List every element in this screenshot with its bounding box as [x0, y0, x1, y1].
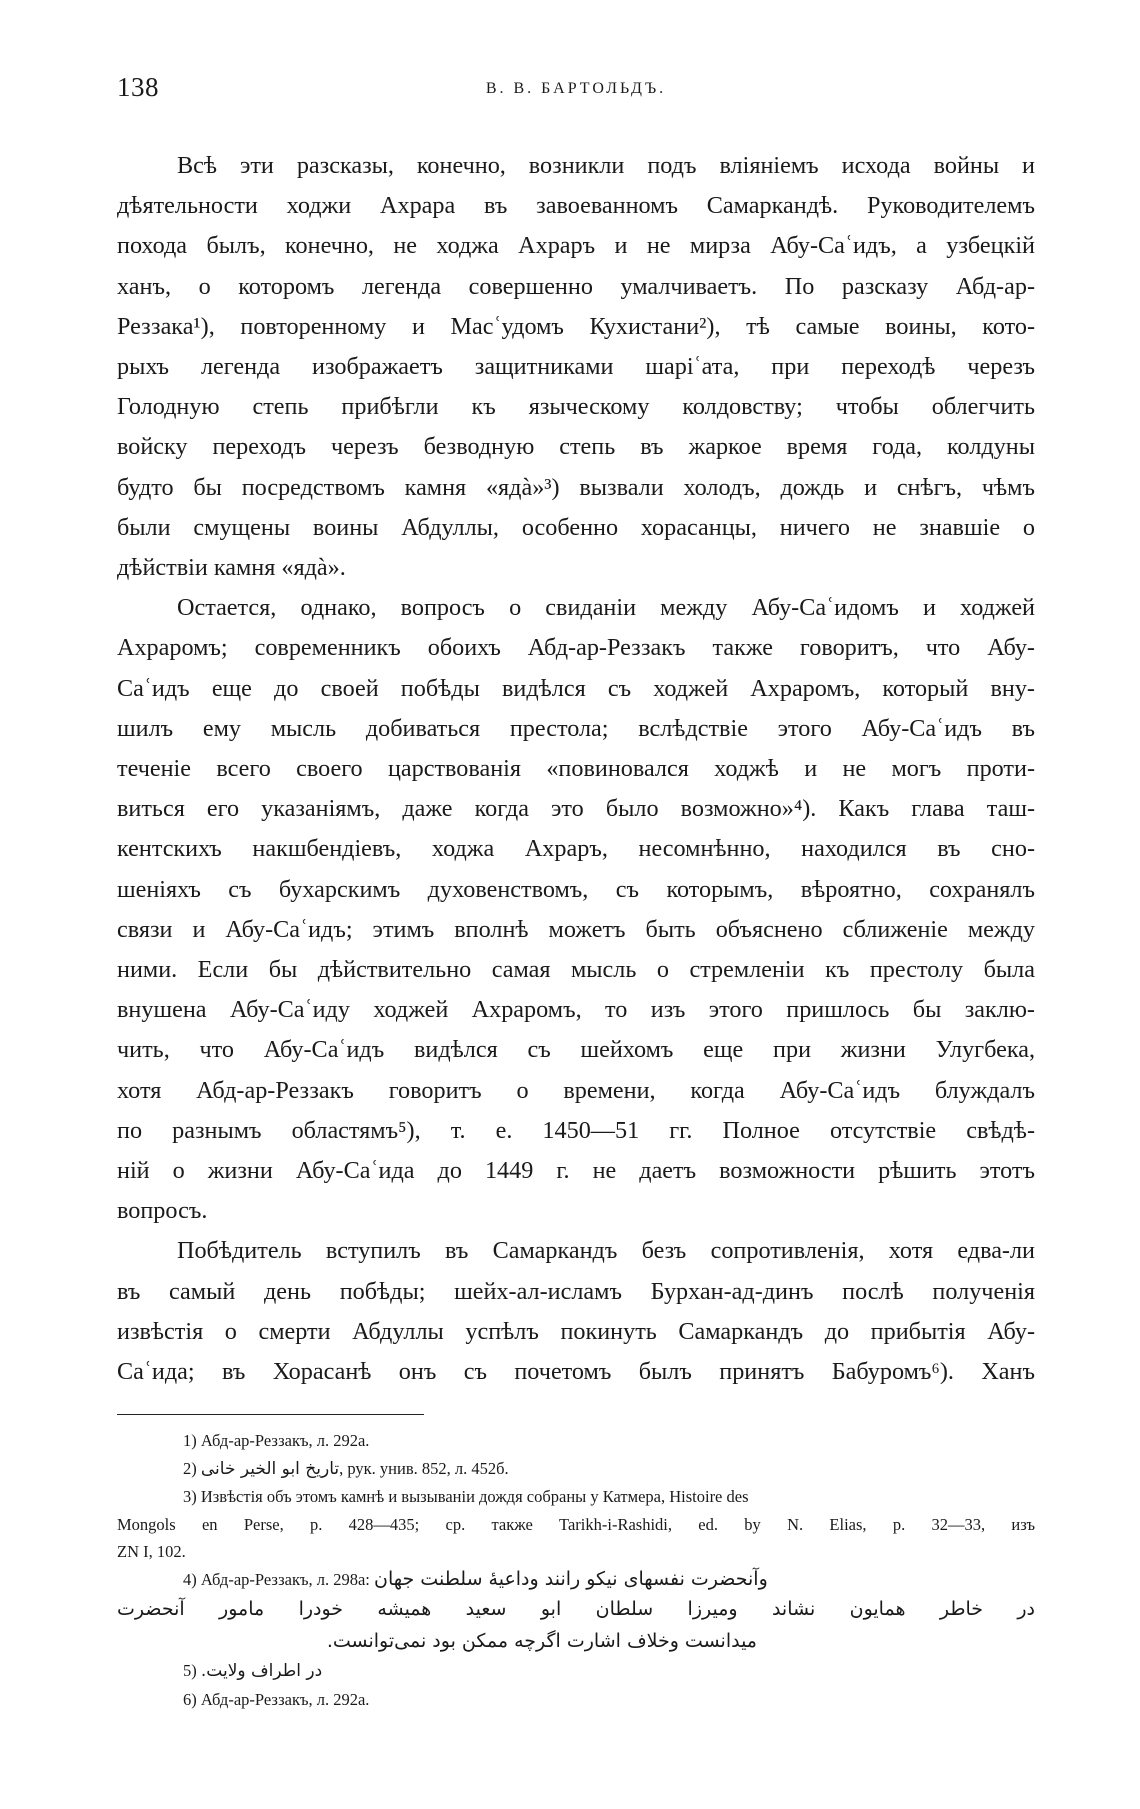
text-line: войску переходъ черезъ безводную степь въ жаркое время года, колдуны: [117, 433, 1035, 461]
text-line: извѣстія о смерти Абдуллы успѣлъ покинуть Самаркандъ до прибытія Абу-: [117, 1317, 1035, 1345]
text-line: кентскихъ накшбендіевъ, ходжа Ахраръ, несомнѣнно, находился въ сно-: [117, 835, 1035, 863]
text-line: шеніяхъ съ бухарскимъ духовенствомъ, съ которымъ, вѣроятно, сохранялъ: [117, 875, 1035, 903]
footnote-text: Абд-ар-Реззакъ, л. 298а:: [196, 1569, 375, 1589]
book-page: [117, 72, 1035, 1713]
footnote-text: Абд-ар-Реззакъ, л. 292а.: [196, 1689, 370, 1709]
text-line: ній о жизни Абу-Саʿида до 1449 г. не даетъ возможности рѣшить этотъ: [117, 1157, 1035, 1185]
text-line: Реззака¹), повторенному и Масʿудомъ Кухистани²), тѣ самые воины, кото-: [117, 312, 1035, 340]
footnote-3: [117, 1483, 1035, 1511]
page-number: 138: [117, 72, 159, 102]
footnote-text: Извѣстія объ этомъ камнѣ и вызываніи дождя собраны у Катмера, Histoire des: [196, 1487, 749, 1507]
text-line: Побѣдитель вступилъ въ Самаркандъ безъ сопротивленія, хотя едва-ли: [177, 1237, 1035, 1265]
footnote-number: 2): [183, 1458, 197, 1478]
text-line: виться его указаніямъ, даже когда это было возможно»⁴). Какъ глава таш-: [117, 795, 1035, 823]
text-line: Саʿида; въ Хорасанѣ онъ съ почетомъ былъ принятъ Бабуромъ⁶). Ханъ: [117, 1358, 1035, 1386]
running-head: [117, 72, 1035, 112]
text-line: были смущены воины Абдуллы, особенно хорасанцы, ничего не знавшіе о: [117, 513, 1035, 541]
footnote-arabic-text: تاریخ ابو الخیر خانی: [200, 1458, 340, 1479]
footnote-arabic-text: وآنحضرت نفسهای نیکو رانند وداعیهٔ سلطنت جهان: [374, 1567, 768, 1590]
footnotes: [117, 1427, 1035, 1713]
footnote-number: 1): [183, 1431, 197, 1451]
text-line: дѣйствіи камня «ядà».: [117, 554, 346, 582]
footnote-number: 5): [183, 1661, 197, 1681]
footnote-4: [117, 1566, 1035, 1594]
text-line: Остается, однако, вопросъ о свиданіи между Абу-Саʿидомъ и ходжей: [177, 594, 1035, 622]
footnote-number: 6): [183, 1689, 197, 1709]
footnote-6: [117, 1686, 1035, 1714]
footnote-number: 3): [183, 1487, 197, 1507]
footnote-5: [117, 1657, 1035, 1686]
footnote-text: Абд-ар-Реззакъ, л. 292а.: [196, 1431, 370, 1451]
text-line: чить, что Абу-Саʿидъ видѣлся съ шейхомъ еще при жизни Улугбека,: [117, 1036, 1035, 1064]
footnote-divider: [117, 1414, 424, 1415]
text-line: ханъ, о которомъ легенда совершенно умалчиваетъ. По разсказу Абд-ар-: [117, 272, 1035, 300]
footnote-4-arabic-line: در خاطر همایون نشاند ومیرزا سلطان ابو سعید همیشه خودرا مامور آنحضرت: [117, 1598, 1035, 1621]
text-line: теченіе всего своего царствованія «повиновался ходжѣ и не могъ проти-: [117, 755, 1035, 783]
text-line: похода былъ, конечно, не ходжа Ахраръ и не мирза Абу-Саʿидъ, а узбецкій: [117, 232, 1035, 260]
text-line: внушена Абу-Саʿиду ходжей Ахраромъ, то изъ этого пришлось бы заклю-: [117, 996, 1035, 1024]
text-line: по разнымъ областямъ⁵), т. е. 1450—51 гг. Полное отсутствіе свѣдѣ-: [117, 1116, 1035, 1144]
text-line: будто бы посредствомъ камня «ядà»³) вызвали холодъ, дождь и снѣгъ, чѣмъ: [117, 473, 1035, 501]
body-text: [117, 146, 1035, 1392]
text-line: Голодную степь прибѣгли къ языческому колдовству; чтобы облегчить: [117, 393, 1035, 421]
footnote-3-continuation: Mongols en Perse, p. 428—435; ср. также Tarikh-i-Rashidi, ed. by N. Elias, p. 32—33, изъ: [117, 1514, 1035, 1534]
text-line: хотя Абд-ар-Реззакъ говоритъ о времени, когда Абу-Саʿидъ блуждалъ: [117, 1076, 1035, 1104]
text-line: ними. Если бы дѣйствительно самая мысль о стремленіи къ престолу была: [117, 956, 1035, 984]
footnote-arabic-text: در اطراف ولایت.: [200, 1661, 323, 1682]
footnote-number: 4): [183, 1569, 197, 1589]
text-line: Саʿидъ еще до своей побѣды видѣлся съ ходжей Ахраромъ, который вну-: [117, 674, 1035, 702]
text-line: вопросъ.: [117, 1197, 208, 1225]
text-line: въ самый день побѣды; шейх-ал-исламъ Бурхан-ад-динъ послѣ полученія: [117, 1277, 1035, 1305]
text-line: Ахраромъ; современникъ обоихъ Абд-ар-Реззакъ также говоритъ, что Абу-: [117, 634, 1035, 662]
text-line: дѣятельности ходжи Ахрара въ завоеванномъ Самаркандѣ. Руководителемъ: [117, 192, 1035, 220]
footnote-3-continuation: ZN I, 102.: [117, 1542, 186, 1562]
footnote-2: [117, 1455, 1035, 1484]
footnote-text: , рук. унив. 852, л. 452б.: [339, 1458, 509, 1478]
footnote-4-arabic-line: میدانست وخلاف اشارت اگرچه ممکن بود نمی‌توانست.: [326, 1630, 757, 1653]
text-line: Всѣ эти разсказы, конечно, возникли подъ вліяніемъ исхода войны и: [177, 152, 1035, 179]
running-title: В. В. БАРТОЛЬДЪ.: [485, 80, 667, 97]
footnote-1: [117, 1427, 1035, 1455]
text-line: шилъ ему мысль добиваться престола; вслѣдствіе этого Абу-Саʿидъ въ: [117, 714, 1035, 742]
text-line: связи и Абу-Саʿидъ; этимъ вполнѣ можетъ быть объяснено сближеніе между: [117, 915, 1035, 943]
text-line: рыхъ легенда изображаетъ защитниками шаріʿата, при переходѣ черезъ: [117, 353, 1035, 381]
